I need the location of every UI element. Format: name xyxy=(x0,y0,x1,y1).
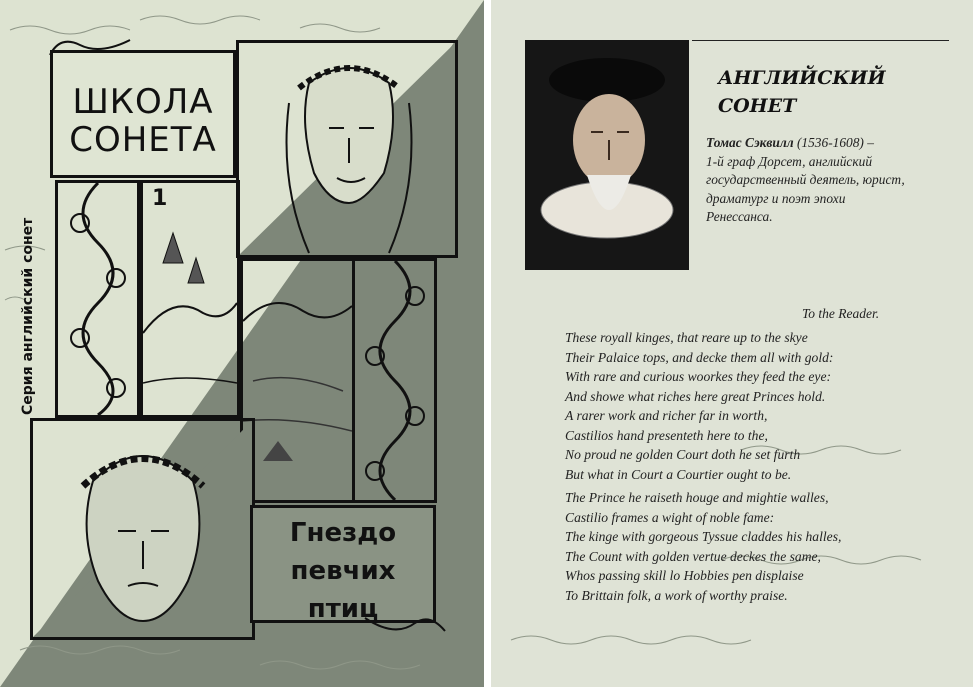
bio-line: Ренессанса. xyxy=(706,209,773,224)
poem-stanza-1 xyxy=(565,328,833,484)
book-cover xyxy=(0,0,484,687)
poem-line: Castilios hand presenteth here to the, xyxy=(565,427,768,443)
poem-line: The Prince he raiseth houge and mightie walles, xyxy=(565,490,829,505)
subtitle-line1: Гнездо xyxy=(289,518,397,548)
poem-line: Castilio frames a wight of noble fame: xyxy=(565,509,775,525)
poem-line: No proud ne golden Court doth he set furth xyxy=(565,447,801,462)
poem-title: To the Reader. xyxy=(802,306,880,321)
subtitle-line3: птиц xyxy=(307,594,379,624)
cover-title xyxy=(53,83,233,159)
header-rule xyxy=(692,40,949,41)
subtitle-line2: певчих xyxy=(290,556,396,586)
author-portrait xyxy=(525,40,689,270)
volume-number: 1 xyxy=(152,186,168,211)
poem-line: A rarer work and richer far in worth, xyxy=(565,408,768,423)
cover-title-box xyxy=(50,50,236,178)
poem-line: Their Palaice tops, and decke them all with gold: xyxy=(565,349,834,365)
series-label: Серия английский сонет xyxy=(20,217,36,415)
dante-portrait-panel xyxy=(30,418,255,640)
heading-line2: СОНЕТ xyxy=(718,95,797,117)
poem-stanza-2 xyxy=(565,488,841,605)
corner-flourish-bottom-right xyxy=(360,608,450,638)
river-panel xyxy=(240,258,355,503)
author-years: (1536-1608) – xyxy=(796,135,874,150)
cover-title-line2: СОНЕТА xyxy=(69,120,217,160)
poem-line: To Brittain folk, a work of worthy praise. xyxy=(565,587,788,603)
heading-line1: АНГЛИЙСКИЙ xyxy=(718,67,886,89)
landscape-illustration xyxy=(143,183,237,415)
poem-line: With rare and curious woorkes they feed the eye: xyxy=(565,369,832,384)
bio-line: государственный деятель, юрист, xyxy=(706,172,905,187)
dante-portrait-illustration xyxy=(33,421,252,637)
author-bio xyxy=(706,134,958,227)
bio-line: драматург и поэт эпохи xyxy=(706,190,846,206)
corner-flourish-top-left xyxy=(45,30,135,60)
poem-line: And showe what riches here great Princes hold. xyxy=(565,388,826,404)
vine-ornament-right xyxy=(355,261,434,500)
bio-line: 1-й граф Дорсет, английский xyxy=(706,153,873,169)
laurel-portrait-illustration xyxy=(239,43,455,255)
poem-line: Whos passing skill lo Hobbies pen displaise xyxy=(565,568,804,583)
cover-title-line1: ШКОЛА xyxy=(72,82,214,122)
poem-line: But what in Court a Courtier ought to be. xyxy=(565,466,792,482)
laurel-portrait-panel xyxy=(236,40,458,258)
vine-ornament-left xyxy=(58,183,137,415)
ornament-panel-right xyxy=(352,258,437,503)
river-illustration xyxy=(243,261,352,500)
author-portrait-illustration xyxy=(525,40,689,270)
poem-line: The kinge with gorgeous Tyssue claddes his halles, xyxy=(565,529,842,544)
landscape-panel xyxy=(140,180,240,418)
subtitle-box xyxy=(250,505,436,623)
author-name: Томас Сэквилл xyxy=(706,135,794,150)
poem-line: The Count with golden vertue deckes the same, xyxy=(565,548,821,564)
poem-line: These royall kinges, that reare up to the skye xyxy=(565,330,808,345)
ornament-panel-left xyxy=(55,180,140,418)
article-heading xyxy=(718,64,886,120)
